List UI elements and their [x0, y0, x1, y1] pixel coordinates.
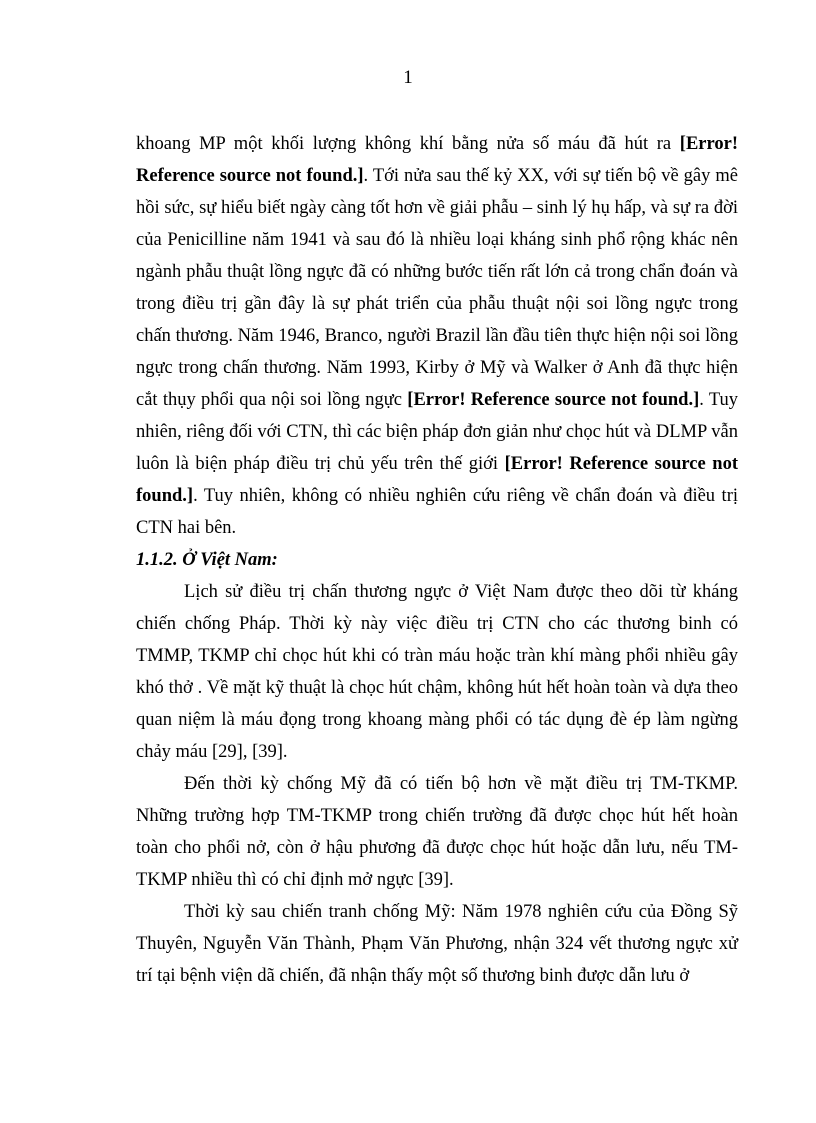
text-run: . Tới nửa sau thế kỷ XX, với sự tiến bộ về gây mê hồi sức, sự hiểu biết ngày càng tốt hơn về giải phẫu – sinh lý hụ hấp, và sự ra đời của Penicilline năm 1941 và sau đó là nhiều loại kháng sinh phổ rộng khác nên ngành phẫu thuật lồng ngực đã có những bước tiến rất lớn cả trong chẩn đoán và trong điều trị gần đây là sự phát triển của phẫu thuật nội soi lồng ngực trong chấn thương. Năm 1946, Branco, người Brazil lần đầu tiên thực hiện nội soi lồng ngực trong chấn thương. Năm 1993, Kirby ở Mỹ và Walker ở Anh đã thực hiện cắt thụy phổi qua nội soi lồng ngực: [136, 166, 738, 410]
reference-error: [Error! Reference source not found.]: [136, 134, 738, 186]
text-run: khoang MP một khối lượng không khí bằng nửa số máu đã hút ra: [136, 134, 680, 154]
page-number: 1: [403, 67, 413, 88]
document-body: [136, 128, 738, 992]
paragraph-history-world: [136, 128, 738, 544]
text-run: . Tuy nhiên, riêng đối với CTN, thì các biện pháp đơn giản như chọc hút và DLMP vẫn luôn là biện pháp điều trị chủ yếu trên thế giới: [136, 390, 738, 474]
paragraph-post-war: Thời kỳ sau chiến tranh chống Mỹ: Năm 1978 nghiên cứu của Đồng Sỹ Thuyên, Nguyễn Văn Thành, Phạm Văn Phương, nhận 324 vết thương ngực xử trí tại bệnh viện dã chiến, đã nhận thấy một số thương binh được dẫn lưu ở: [136, 902, 738, 986]
reference-error: [Error! Reference source not found.]: [136, 454, 738, 506]
paragraph-vietnam-history: Lịch sử điều trị chấn thương ngực ở Việt Nam được theo dõi từ kháng chiến chống Pháp. Thời kỳ này việc điều trị CTN cho các thương binh có TMMP, TKMP chỉ chọc hút khi có tràn máu hoặc tràn khí màng phổi nhiều gây khó thở . Về mặt kỹ thuật là chọc hút chậm, không hút hết hoàn toàn và dựa theo quan niệm là máu đọng trong khoang màng phổi có tác dụng đè ép làm ngừng chảy máu [29], [39].: [136, 582, 738, 762]
text-run: . Tuy nhiên, không có nhiều nghiên cứu riêng về chẩn đoán và điều trị CTN hai bên.: [136, 486, 738, 538]
reference-error: [Error! Reference source not found.]: [407, 390, 700, 410]
section-heading: 1.1.2. Ở Việt Nam:: [136, 550, 278, 570]
paragraph-anti-american-war: Đến thời kỳ chống Mỹ đã có tiến bộ hơn về mặt điều trị TM-TKMP. Những trường hợp TM-TKMP trong chiến trường đã được chọc hút hết hoàn toàn cho phổi nở, còn ở hậu phương đã được chọc hút hoặc dẫn lưu, nếu TM-TKMP nhiều thì có chỉ định mở ngực [39].: [136, 774, 738, 890]
